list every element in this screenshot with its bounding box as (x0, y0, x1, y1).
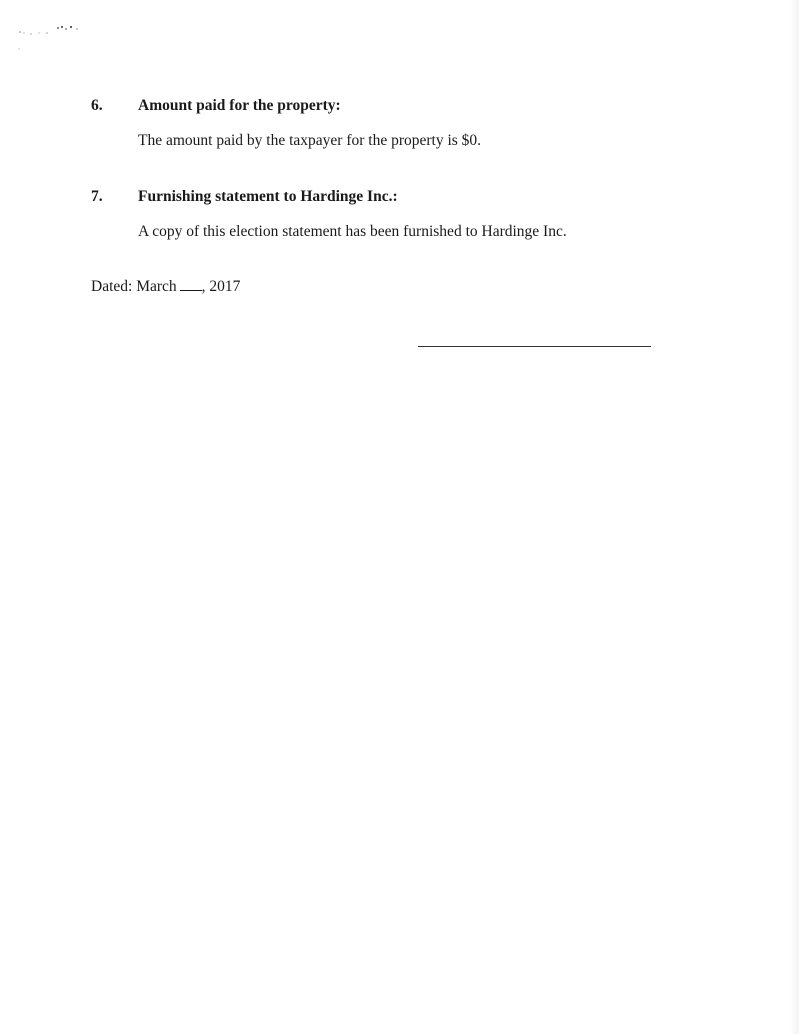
section-7 (91, 187, 567, 242)
section-6 (91, 96, 481, 151)
section-number: 6. (91, 97, 103, 114)
section-body-text: A copy of this election statement has been furnished to Hardinge Inc. (138, 223, 567, 240)
scan-edge-shadow (790, 0, 799, 1034)
section-heading (91, 96, 481, 116)
section-title: Amount paid for the property: (138, 97, 341, 114)
section-body-text: The amount paid by the taxpayer for the property is $0. (138, 132, 482, 149)
section-number: 7. (91, 188, 103, 205)
section-heading (91, 187, 567, 207)
dated-prefix: Dated: March (91, 278, 177, 295)
dated-suffix: , 2017 (201, 278, 241, 295)
scan-speckle-marks (14, 20, 86, 54)
date-blank-underline (180, 276, 202, 291)
signature-line (418, 346, 651, 347)
dated-line (91, 276, 240, 297)
section-title: Furnishing statement to Hardinge Inc.: (138, 188, 398, 205)
